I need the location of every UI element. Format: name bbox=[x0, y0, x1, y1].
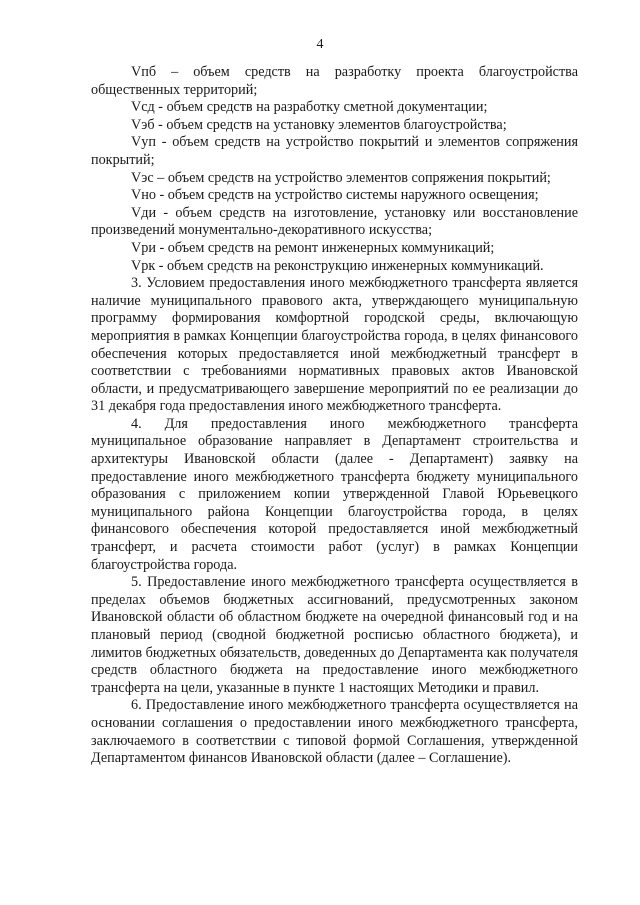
paragraph-vsd: Vсд - объем средств на разработку сметной документации; bbox=[131, 99, 488, 116]
paragraph-clause-4: 4. Для предоставления иного межбюджетного трансферта муниципальное образование направляет в Департамент строительства и архитектуры Ивановской области (далее - Департамент) заявку на предоставление иного межбюджетного трансферта бюджету муниципального образования с приложением копии утвержденной Главой Юрьевецкого муниципального района Концепции благоустройства города, в целях финансового обеспечения которой предоставляется иной межбюджетный трансферт, и расчета стоимости работ (услуг) в рамках Концепции благоустройства города. bbox=[91, 415, 578, 573]
paragraph-veb: Vэб - объем средств на установку элементов благоустройства; bbox=[131, 116, 507, 133]
paragraph-clause-6: 6. Предоставление иного межбюджетного трансферта осуществляется на основании соглашения о предоставлении иного межбюджетного трансферта, заключаемого в соответствии с типовой формой Соглашения, утвержденной Департаментом финансов Ивановской области (далее – Соглашение). bbox=[91, 697, 578, 767]
paragraph-clause-5: 5. Предоставление иного межбюджетного трансферта осуществляется в пределах объемов бюджетных ассигнований, предусмотренных законом Ивановской области об областном бюджете на очередной финансовый год и на плановый период (сводной бюджетной росписью областного бюджета), и лимитов бюджетных обязательств, доведенных до Департамента как получателя средств областного бюджета на предоставление иного межбюджетного трансферта на цели, указанные в пункте 1 настоящих Методики и правил. bbox=[91, 574, 578, 696]
paragraph-clause-3: 3. Условием предоставления иного межбюджетного трансферта является наличие муниципального правового акта, утверждающего муниципальную программу формирования комфортной городской среды, включающую мероприятия в рамках Концепции благоустройства города, в целях финансового обеспечения которых предоставляется иной межбюджетный трансферт в соответствии с требованиями нормативных правовых актов Ивановской области, и предусматривающего завершение мероприятий по ее реализации до 31 декабря года предоставления иного межбюджетного трансферта. bbox=[91, 275, 578, 415]
paragraph-vdi: Vди - объем средств на изготовление, установку или восстановление произведений монументально-декоративного искусства; bbox=[91, 204, 578, 239]
page-number: 4 bbox=[316, 37, 324, 52]
document-body bbox=[91, 64, 578, 768]
paragraph-vno: Vно - объем средств на устройство системы наружного освещения; bbox=[131, 187, 539, 204]
paragraph-vrk: Vрк - объем средств на реконструкцию инженерных коммуникаций. bbox=[131, 257, 544, 274]
paragraph-ves: Vэс – объем средств на устройство элементов сопряжения покрытий; bbox=[131, 169, 551, 186]
paragraph-vri: Vри - объем средств на ремонт инженерных коммуникаций; bbox=[131, 239, 495, 256]
paragraph-vpb: Vпб – объем средств на разработку проекта благоустройства общественных территорий; bbox=[91, 64, 578, 98]
paragraph-vup: Vуп - объем средств на устройство покрытий и элементов сопряжения покрытий; bbox=[91, 134, 578, 168]
